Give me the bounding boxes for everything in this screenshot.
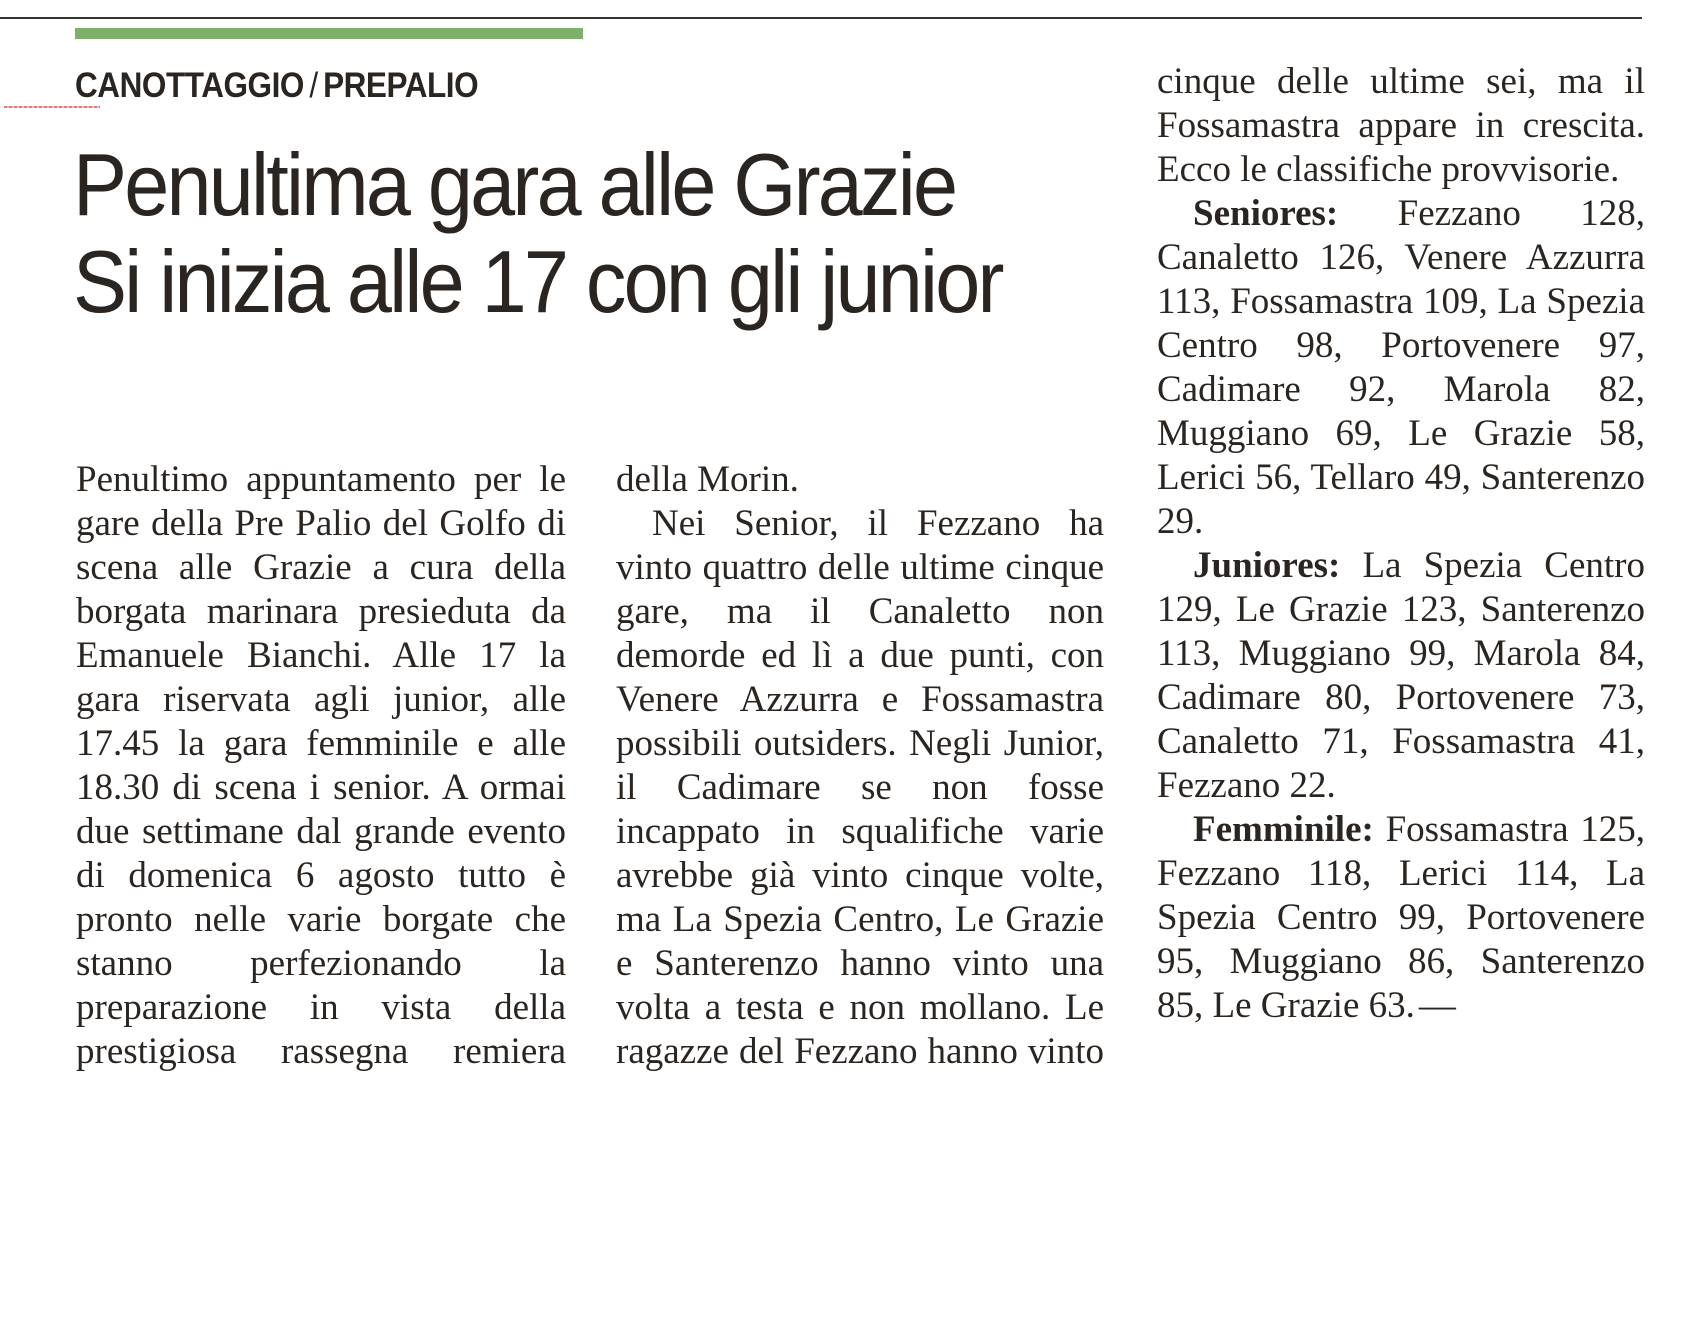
standings-femminile-text: Fossamastra 125, Fezzano 118, Lerici 114, La Spezia Centro 99, Portovenere 95, Muggiano 86, Santerenzo 85, Le Grazie 63. [1157, 809, 1645, 1026]
body-paragraph-1 [76, 458, 566, 1074]
headline-line-2: Si inizia alle 17 con gli junior [73, 232, 1002, 331]
article-column-2 [616, 458, 1104, 1074]
standings-seniores-label: Seniores: [1193, 193, 1339, 234]
body-paragraph-1-continued [616, 458, 1104, 502]
body-paragraph-2-part-b: cinque delle ultime sei, ma il Fossamastra appare in crescita. Ecco le classifiche provvisorie. [1157, 61, 1645, 190]
kicker-separator: / [309, 66, 318, 105]
body-paragraph-1-part-b: della Morin. [616, 459, 799, 500]
body-paragraph-2-continued [1157, 60, 1645, 192]
standings-seniores-text: Fezzano 128, Canaletto 126, Venere Azzurra 113, Fossamastra 109, La Spezia Centro 98, Portovenere 97, Cadimare 92, Marola 82, Muggiano 69, Le Grazie 58, Lerici 56, Tellaro 49, Santerenzo 29. [1157, 193, 1645, 542]
standings-juniores-text: La Spezia Centro 129, Le Grazie 123, Santerenzo 113, Muggiano 99, Marola 84, Cadimare 80, Portovenere 73, Canaletto 71, Fossamastra 41, Fezzano 22. [1157, 545, 1646, 806]
body-paragraph-2-part-a: Nei Senior, il Fezzano ha vinto quattro delle ultime cinque gare, ma il Canaletto non demorde ed lì a due punti, con Venere Azzurra e Fossamastra possibili outsiders. Negli Junior, il Cadimare se non fosse incappato in squalifiche varie avrebbe già vinto cinque volte, ma La Spezia Centro, Le Grazie e Santerenzo hanno vinto una volta a testa e non mollano. Le ragazze del Fezzano hanno vinto [616, 503, 1104, 1072]
kicker-topic: PREPALIO [323, 66, 479, 105]
kicker-section: CANOTTAGGIO [75, 66, 304, 105]
registration-stripe [4, 106, 100, 108]
article-end-mark: — [1418, 985, 1456, 1026]
standings-juniores-label: Juniores: [1193, 545, 1341, 586]
article-column-3 [1157, 60, 1645, 1028]
section-accent-bar [75, 28, 583, 39]
standings-seniores [1157, 192, 1645, 544]
kicker [75, 66, 478, 106]
body-paragraph-1-part-a: Penultimo appuntamento per le gare della Pre Palio del Golfo di scena alle Grazie a cura della borgata marinara presieduta da Emanuele Bianchi. Alle 17 la gara riservata agli junior, alle 17.45 la gara femminile e alle 18.30 di scena i senior. A ormai due settimane dal grande evento di domenica 6 agosto tutto è pronto nelle varie borgate che stanno perfezionando la preparazione in vista della prestigiosa rassegna remiera [76, 459, 566, 1072]
article-column-1 [76, 458, 566, 1074]
standings-femminile-label: Femminile: [1193, 809, 1374, 850]
print-registration-mark [4, 101, 100, 113]
top-rule [0, 17, 1642, 19]
headline-line-1: Penultima gara alle Grazie [73, 135, 956, 234]
standings-juniores [1157, 544, 1645, 808]
body-paragraph-2 [616, 502, 1104, 1074]
standings-femminile [1157, 808, 1645, 1028]
headline [73, 136, 1030, 330]
